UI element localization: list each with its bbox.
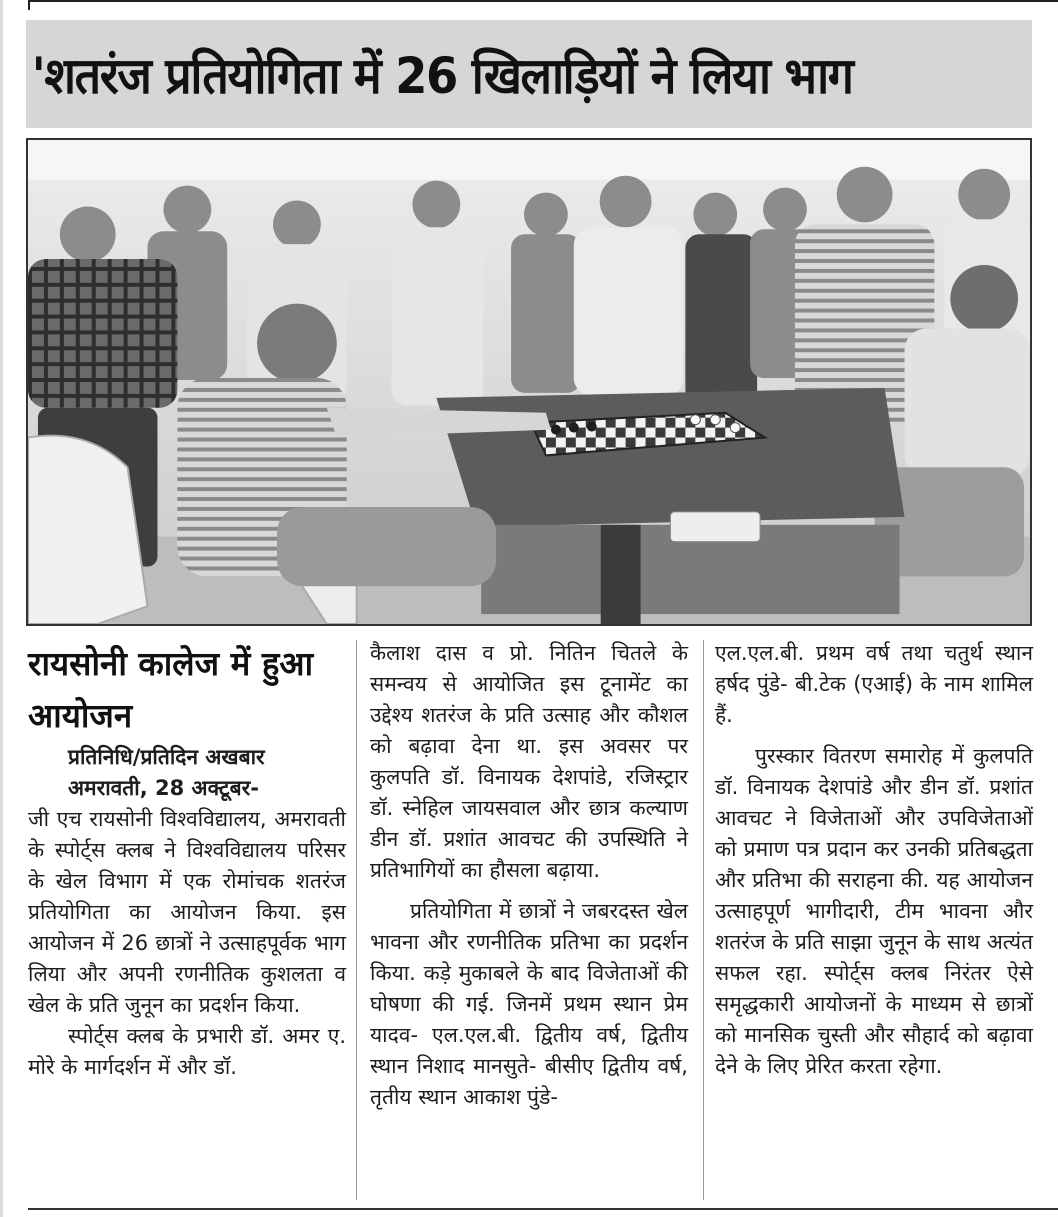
article-paragraph: पुरस्कार वितरण समारोह में कुलपति डॉ. विनायक देशपांडे और डीन डॉ. प्रशांत आवचट ने विजेताओं और उपविजेताओं को प्रमाण पत्र प्रदान कर उनकी प्रतिबद्धता और प्रतिभा की सराहना की. यह आयोजन उत्साहपूर्ण भागीदारी, टीम भावना और शतरंज के प्रति साझा जुनून के साथ अत्यंत सफल रहा. स्पोर्ट्स क्लब निरंतर ऐसे समृद्धकारी आयोजनों के माध्यम से छात्रों को मानसिक चुस्ती और सौहार्द को बढ़ावा देने के लिए प्रेरित करता रहेगा. <box>715 744 1033 1078</box>
photo-illustration <box>28 140 1030 624</box>
byline: प्रतिनिधि/प्रतिदिन अखबार <box>68 745 265 769</box>
article-column-2 <box>370 638 688 1113</box>
column-rule <box>356 640 357 1200</box>
article-paragraph: कैलाश दास व प्रो. नितिन चितले के समन्वय से आयोजित इस टूनामेंट का उद्देश्य शतरंज के प्रति उत्साह और कौशल को बढ़ावा देना था. इस अवसर पर कुलपति डॉ. विनायक देशपांडे, रजिस्ट्रार डॉ. स्नेहिल जायसवाल और छात्र कल्याण डीन डॉ. प्रशांत आवचट की उपस्थिति ने प्रतिभागियों का हौसला बढ़ाया. <box>370 641 688 882</box>
headline-band <box>26 20 1032 128</box>
article-column-3 <box>715 638 1033 1082</box>
article-paragraph: प्रतियोगिता में छात्रों ने जबरदस्त खेल भावना और रणनीतिक प्रतिभा का प्रदर्शन किया. कड़े मुकाबले के बाद विजेताओं की घोषणा की गई. जिनमें प्रथम स्थान प्रेम यादव- एल.एल.बी. द्वितीय वर्ष, द्वितीय स्थान निशाद मानसुते- बीसीए द्वितीय वर्ष, तृतीय स्थान आकाश पुंडे- <box>370 899 688 1109</box>
article-paragraph: एल.एल.बी. प्रथम वर्ष तथा चतुर्थ स्थान हर्षद पुंडे- बी.टेक (एआई) के नाम शामिल हैं. <box>715 641 1033 727</box>
headline: 'शतरंज प्रतियोगिता में 26 खिलाड़ियों ने लिया भाग <box>31 47 853 105</box>
column-rule <box>703 640 704 1200</box>
news-photo-chess-event <box>26 138 1032 626</box>
top-border <box>28 0 1058 10</box>
page-edge <box>0 0 3 1217</box>
subheadline: रायसोनी कालेज में हुआ आयोजन <box>28 644 314 735</box>
bottom-border <box>28 1208 1058 1210</box>
dateline: अमरावती, 28 अक्टूबर- <box>68 776 259 800</box>
article-column-1 <box>28 638 346 1083</box>
article-paragraph: स्पोर्ट्स क्लब के प्रभारी डॉ. अमर ए. मोरे के मार्गदर्शन में और डॉ. <box>28 1024 346 1079</box>
article-paragraph: जी एच रायसोनी विश्वविद्यालय, अमरावती के स्पोर्ट्स क्लब ने विश्वविद्यालय परिसर के खेल विभाग में एक रोमांचक शतरंज प्रतियोगिता का आयोजन किया. इस आयोजन में 26 छात्रों ने उत्साहपूर्वक भाग लिया और अपनी रणनीतिक कुशलता व खेल के प्रति जुनून का प्रदर्शन किया. <box>28 807 346 1017</box>
